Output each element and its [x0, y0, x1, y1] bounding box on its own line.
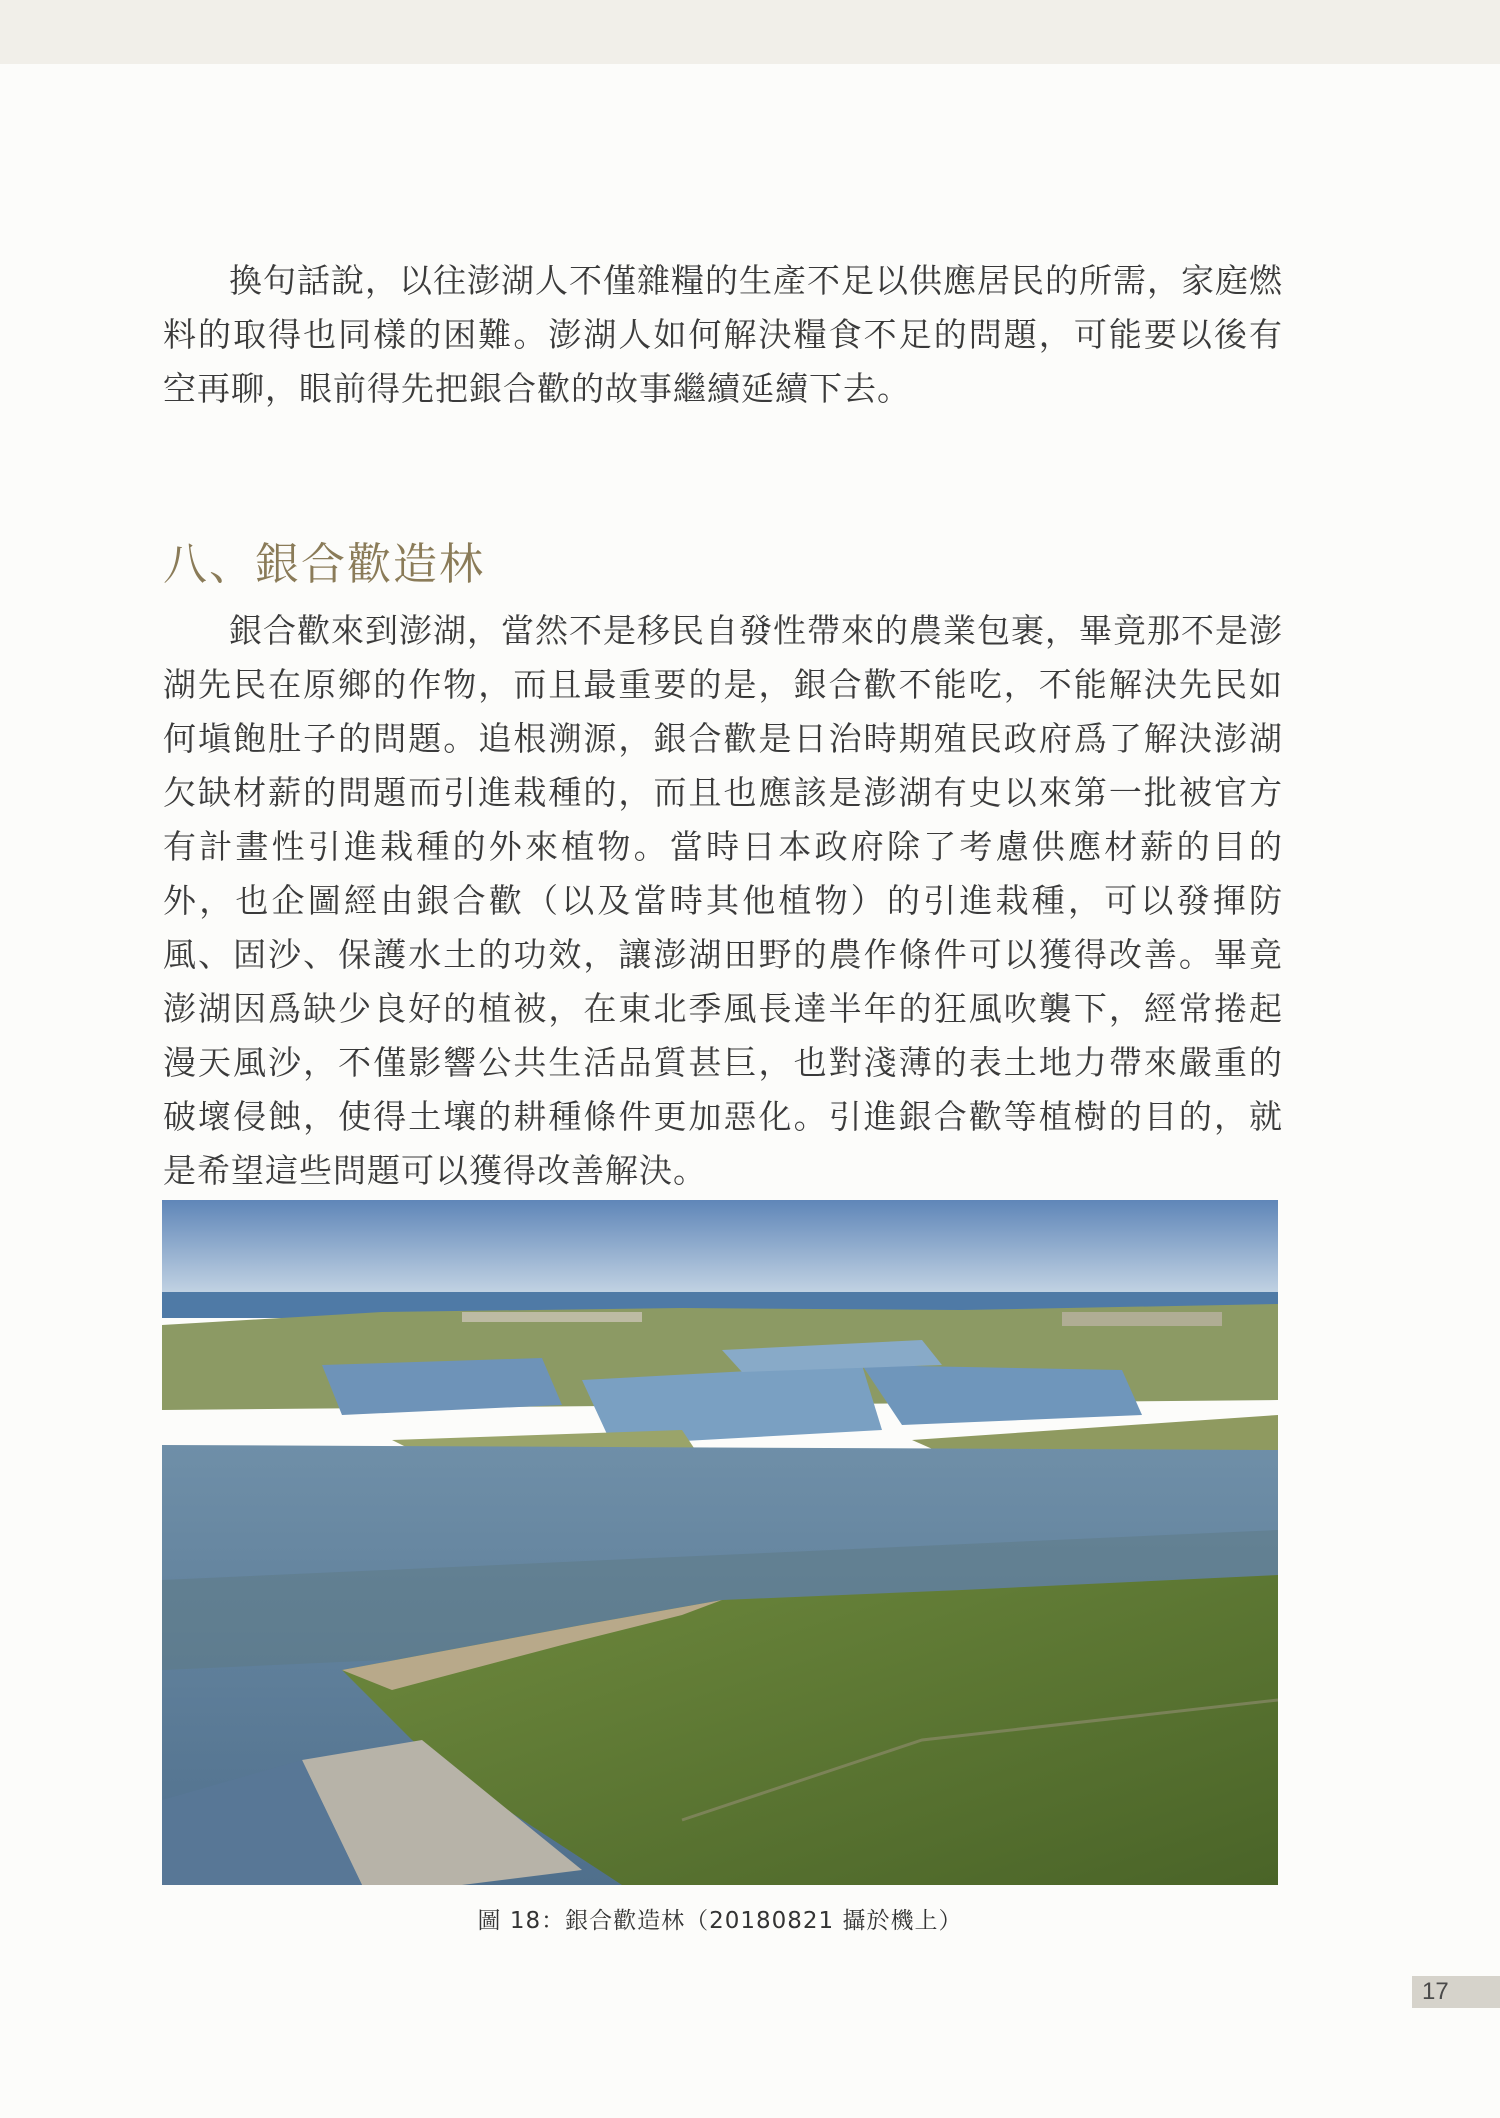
aerial-photo-illustration: [162, 1200, 1278, 1885]
intro-paragraph: 換句話說，以往澎湖人不僅雜糧的生產不足以供應居民的所需，家庭燃料的取得也同樣的困難。澎湖人如何解決糧食不足的問題，可能要以後有空再聊，眼前得先把銀合歡的故事繼續延續下去。: [163, 261, 1283, 408]
page-top-band: [0, 0, 1500, 64]
page-number: 17: [1412, 1976, 1500, 2008]
section-heading: 八、銀合歡造林: [163, 539, 485, 590]
figure-caption: 圖 18：銀合歡造林（20180821 攝於機上）: [477, 1908, 963, 1934]
section-paragraph: 銀合歡來到澎湖，當然不是移民自發性帶來的農業包裹，畢竟那不是澎湖先民在原鄉的作物，而且最重要的是，銀合歡不能吃，不能解決先民如何塡飽肚子的問題。追根溯源，銀合歡是日治時期殖民政府爲了解決澎湖欠缺材薪的問題而引進栽種的，而且也應該是澎湖有史以來第一批被官方有計畫性引進栽種的外來植物。當時日本政府除了考慮供應材薪的目的外，也企圖經由銀合歡（以及當時其他植物）的引進栽種，可以發揮防風、固沙、保護水土的功效，讓澎湖田野的農作條件可以獲得改善。畢竟澎湖因爲缺少良好的植被，在東北季風長達半年的狂風吹襲下，經常捲起漫天風沙，不僅影響公共生活品質甚巨，也對淺薄的表土地力帶來嚴重的破壞侵蝕，使得土壤的耕種條件更加惡化。引進銀合歡等植樹的目的，就是希望這些問題可以獲得改善解決。: [163, 611, 1283, 1190]
aerial-photo: [162, 1200, 1278, 1885]
